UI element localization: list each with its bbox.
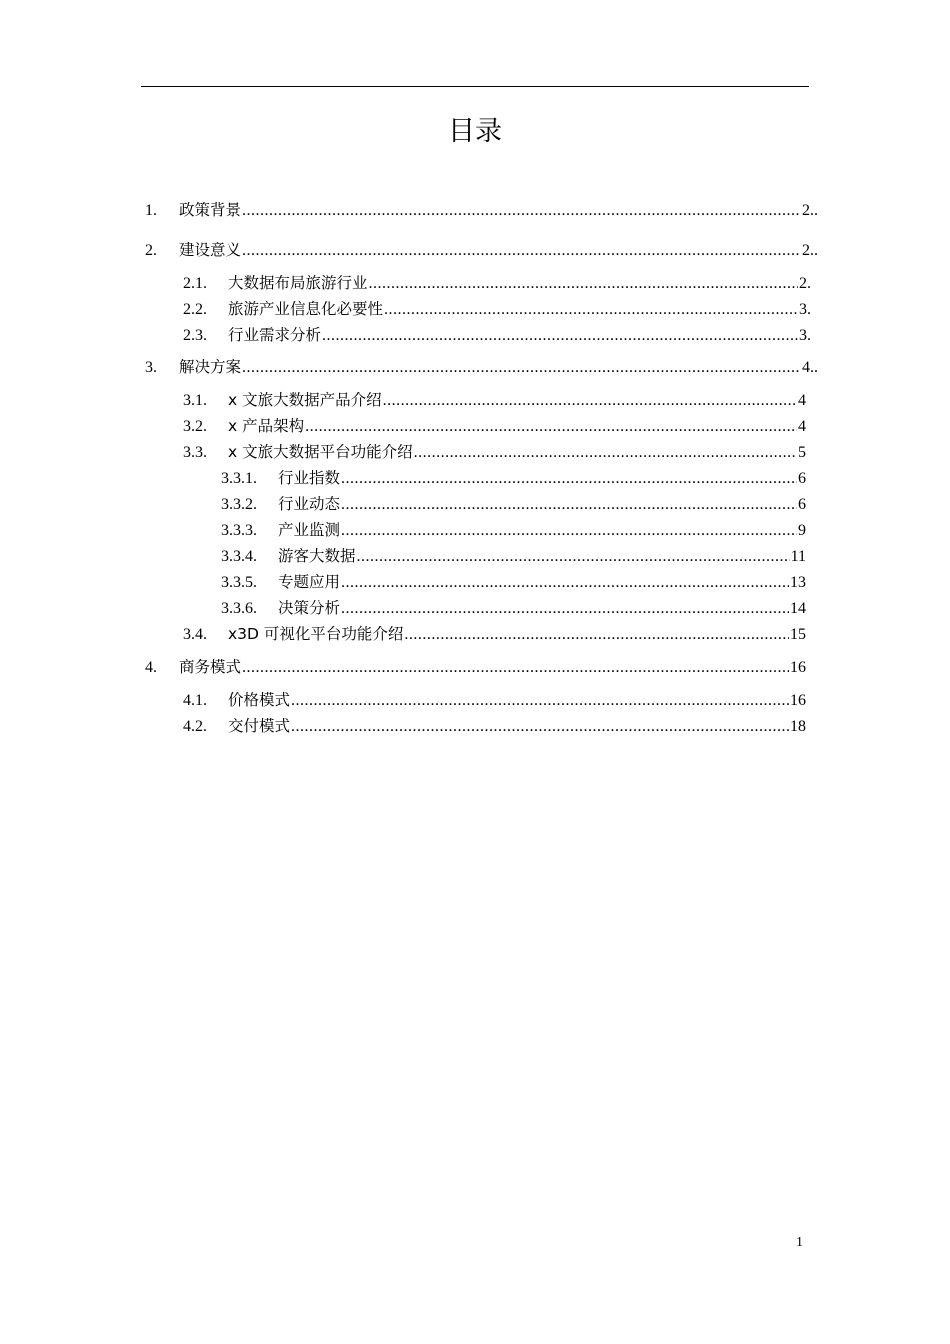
toc-entry-page: 14: [790, 600, 806, 617]
toc-entry-number: 2.1.: [183, 275, 207, 292]
toc-dot-leader: [242, 357, 801, 379]
toc-entry-number: 2.: [145, 242, 157, 259]
toc-entry-number: 1.: [145, 202, 157, 219]
toc-entry-number: 2.2.: [183, 301, 207, 318]
toc-entry-page: 5: [798, 444, 806, 461]
toc-entry[interactable]: [183, 441, 806, 463]
toc-entry[interactable]: [183, 689, 806, 711]
toc-entry-title: 商务模式: [179, 658, 242, 676]
toc-entry[interactable]: [145, 199, 818, 221]
toc-dot-leader: [291, 716, 789, 738]
toc-entry[interactable]: [221, 545, 806, 567]
toc-entry-title: 产业监测: [278, 521, 341, 539]
toc-entry-title: 大数据布局旅游行业: [228, 274, 368, 292]
toc-entry-number: 3.3.: [183, 444, 207, 461]
toc-entry-page: 6: [798, 470, 806, 487]
toc-dot-leader: [291, 690, 789, 712]
toc-entry[interactable]: [221, 571, 806, 593]
toc-entry-title: 旅游产业信息化必要性: [228, 300, 384, 318]
toc-entry[interactable]: [183, 623, 806, 645]
toc-entry-title: 行业需求分析: [228, 326, 322, 344]
toc-dot-leader: [242, 200, 801, 222]
toc-entry-title: x 文旅大数据产品介绍: [228, 391, 382, 409]
toc-entry-page: 4..: [802, 359, 818, 376]
toc-entry-page: 6: [798, 496, 806, 513]
toc-entry[interactable]: [183, 272, 811, 294]
toc-entry[interactable]: [183, 324, 811, 346]
toc-entry-page: 3.: [799, 327, 811, 344]
toc-entry-number: 4.: [145, 659, 157, 676]
toc-dot-leader: [341, 494, 797, 516]
toc-entry-number: 3.3.3.: [221, 522, 257, 539]
toc-dot-leader: [414, 442, 797, 464]
toc-entry-title: 行业动态: [278, 495, 341, 513]
toc-entry-title: 决策分析: [278, 599, 341, 617]
toc-entry[interactable]: [183, 715, 806, 737]
toc-dot-leader: [341, 520, 797, 542]
toc-entry-title: 政策背景: [179, 201, 242, 219]
toc-entry-title: x 产品架构: [228, 417, 305, 435]
toc-entry[interactable]: [145, 656, 806, 678]
toc-entry-number: 3.1.: [183, 392, 207, 409]
toc-dot-leader: [242, 240, 801, 262]
toc-entry-title: x 文旅大数据平台功能介绍: [228, 443, 413, 461]
toc-dot-leader: [384, 299, 798, 321]
toc-entry-page: 16: [790, 659, 806, 676]
toc-entry-number: 3.2.: [183, 418, 207, 435]
toc-entry[interactable]: [183, 415, 806, 437]
toc-entry[interactable]: [221, 519, 806, 541]
toc-dot-leader: [305, 416, 797, 438]
page-number: 1: [796, 1235, 803, 1250]
toc-entry-page: 4: [798, 418, 806, 435]
toc-dot-leader: [357, 546, 790, 568]
toc-entry-number: 4.1.: [183, 692, 207, 709]
toc-entry[interactable]: [145, 356, 818, 378]
toc-entry-page: 2..: [802, 202, 818, 219]
toc-entry-number: 3.3.5.: [221, 574, 257, 591]
toc-entry-page: 13: [790, 574, 806, 591]
toc-dot-leader: [322, 325, 798, 347]
toc-entry-number: 3.3.1.: [221, 470, 257, 487]
toc-entry[interactable]: [183, 389, 806, 411]
toc-entry-title: 价格模式: [228, 691, 291, 709]
toc-dot-leader: [341, 572, 789, 594]
toc-entry-page: 9: [798, 522, 806, 539]
toc-entry[interactable]: [221, 467, 806, 489]
toc-entry-title: 游客大数据: [278, 547, 356, 565]
toc-dot-leader: [341, 598, 789, 620]
toc-dot-leader: [383, 390, 797, 412]
toc-entry[interactable]: [221, 493, 806, 515]
toc-dot-leader: [369, 273, 798, 295]
toc-entry-title: 行业指数: [278, 469, 341, 487]
toc-entry[interactable]: [183, 298, 811, 320]
toc-entry-number: 4.2.: [183, 718, 207, 735]
toc-entry-number: 3.3.6.: [221, 600, 257, 617]
toc-entry-page: 3.: [799, 301, 811, 318]
toc-entry-page: 18: [790, 718, 806, 735]
toc-entry-number: 2.3.: [183, 327, 207, 344]
toc-entry-number: 3.: [145, 359, 157, 376]
toc-entry-page: 2..: [802, 242, 818, 259]
toc-entry-page: 15: [790, 626, 806, 643]
toc-entry-number: 3.3.2.: [221, 496, 257, 513]
toc-title: 目录: [448, 116, 502, 147]
toc-entry[interactable]: [145, 239, 818, 261]
toc-entry[interactable]: [221, 597, 806, 619]
toc-entry-title: 建设意义: [179, 241, 242, 259]
toc-entry-page: 11: [790, 548, 806, 565]
toc-entry-number: 3.4.: [183, 626, 207, 643]
toc-dot-leader: [341, 468, 797, 490]
toc-entry-number: 3.3.4.: [221, 548, 257, 565]
toc-entry-page: 4: [798, 392, 806, 409]
toc-entry-title: 解决方案: [179, 358, 242, 376]
toc-dot-leader: [404, 624, 789, 646]
toc-entry-title: x3D 可视化平台功能介绍: [228, 625, 404, 643]
toc-entry-title: 交付模式: [228, 717, 291, 735]
toc-entry-title: 专题应用: [278, 573, 341, 591]
toc-dot-leader: [242, 657, 789, 679]
toc-entry-page: 2.: [799, 275, 811, 292]
toc-entry-page: 16: [790, 692, 806, 709]
